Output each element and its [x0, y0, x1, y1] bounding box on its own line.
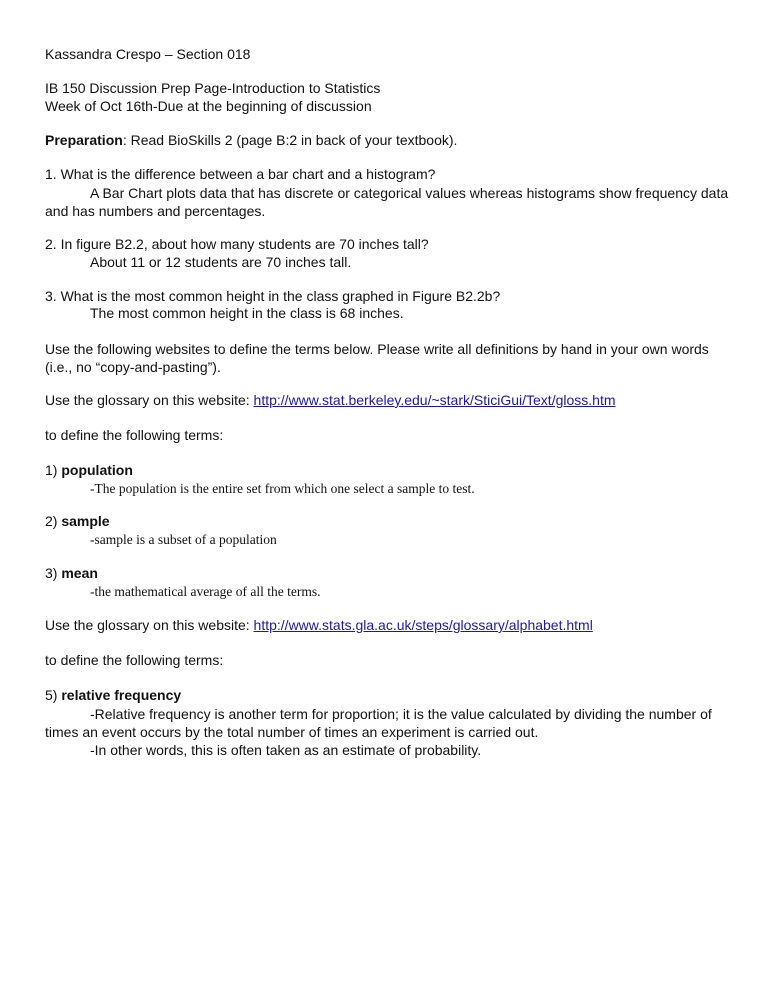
author-line: Kassandra Crespo – Section 018 — [45, 46, 251, 62]
glossary1-link[interactable]: http://www.stat.berkeley.edu/~stark/SticiGui/Text/gloss.htm — [253, 392, 616, 408]
course-title: IB 150 Discussion Prep Page-Introduction to Statistics — [45, 80, 381, 96]
term-5-name: relative frequency — [61, 687, 182, 703]
question-1: 1. What is the difference between a bar chart and a histogram? — [45, 166, 436, 182]
term-5-number: 5) — [45, 687, 62, 703]
question-3: 3. What is the most common height in the class graphed in Figure B2.2b? — [45, 288, 501, 304]
term-1-definition: -The population is the entire set from which one select a sample to test. — [90, 481, 475, 496]
term-1-number: 1) — [45, 462, 62, 478]
term-2-heading — [45, 513, 110, 530]
answer-3: The most common height in the class is 68 inches. — [90, 305, 404, 321]
term-2-name: sample — [61, 513, 110, 529]
term-3-definition: -the mathematical average of all the terms. — [90, 584, 321, 599]
answer-2: About 11 or 12 students are 70 inches tall. — [90, 254, 352, 270]
preparation-label: Preparation — [45, 132, 123, 148]
week-line: Week of Oct 16th-Due at the beginning of discussion — [45, 98, 372, 114]
answer-1: A Bar Chart plots data that has discrete or categorical values whereas histograms show frequency data and has numbers and percentages. — [45, 185, 729, 219]
glossary2-link[interactable]: http://www.stats.gla.ac.uk/steps/glossary/alphabet.html — [253, 617, 593, 633]
glossary2-line — [45, 617, 593, 634]
term-1-name: population — [61, 462, 133, 478]
term-3-heading — [45, 565, 98, 582]
preparation-line — [45, 132, 457, 149]
term-5-definition-2: -In other words, this is often taken as an estimate of probability. — [90, 742, 482, 758]
term-5-heading — [45, 687, 181, 704]
glossary2-prefix: Use the glossary on this website: — [45, 617, 254, 633]
glossary2-define: to define the following terms: — [45, 652, 224, 668]
term-2-number: 2) — [45, 513, 62, 529]
term-3-number: 3) — [45, 565, 62, 581]
term-5-definition: -Relative frequency is another term for proportion; it is the value calculated by dividing the number of times an event occurs by the total number of times an experiment is carried out. — [45, 706, 712, 740]
preparation-text: : Read BioSkills 2 (page B:2 in back of your textbook). — [122, 132, 458, 148]
instructions-paragraph: Use the following websites to define the terms below. Please write all definitions by hand in your own words (i.e., no “copy-and-pasting”). — [45, 341, 709, 375]
term-2-definition: -sample is a subset of a population — [90, 532, 277, 547]
term-3-name: mean — [61, 565, 98, 581]
term-1-heading — [45, 462, 133, 479]
glossary1-prefix: Use the glossary on this website: — [45, 392, 254, 408]
question-2: 2. In figure B2.2, about how many students are 70 inches tall? — [45, 236, 429, 252]
glossary1-line — [45, 392, 616, 409]
glossary1-define: to define the following terms: — [45, 427, 224, 443]
